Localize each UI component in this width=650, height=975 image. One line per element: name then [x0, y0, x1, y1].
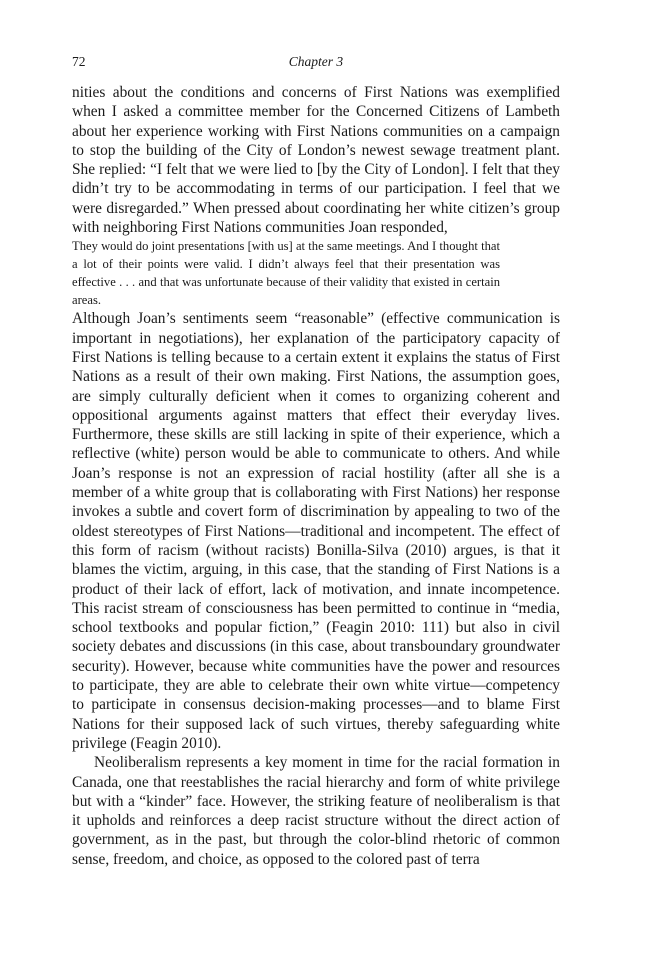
body-text: [72, 83, 560, 869]
block-quote: They would do joint presentations [with us] at the same meetings. And I thought that a lot of their points were valid. I didn’t always feel that their presentation was effective . . . and that was unfortunate because of their validity that existed in certain areas.: [72, 239, 500, 308]
page-number: 72: [72, 54, 86, 69]
running-head: [72, 54, 560, 72]
chapter-title: Chapter 3: [288, 54, 344, 69]
paragraph-neoliberalism: Neoliberalism represents a key moment in time for the racial formation in Canada, one that reestablishes the racial hierarchy and form of white privilege but with a “kinder” face. However, the striking feature of neoliberalism is that it upholds and reinforces a deep racist structure without the direct action of government, as in the past, but through the color-blind rhetoric of common sense, freedom, and choice, as opposed to the colored past of terra: [72, 754, 560, 868]
paragraph-analysis: Although Joan’s sentiments seem “reasonable” (effective communication is important in negotiations), her explanation of the participatory capacity of First Nations is telling because to a certain extent it explains the status of First Nations as a result of their own making. First Nations, the assumption goes, are simply culturally deficient when it comes to organizing coherent and oppositional arguments against matters that effect their everyday lives. Furthermore, these skills are still lacking in spite of their experience, which a reflective (white) person would be able to communicate to others. And while Joan’s response is not an expression of racial hostility (after all she is a member of a white group that is collaborating with First Nations) her response invokes a subtle and covert form of discrimination by appealing to two of the oldest stereotypes of First Nations—traditional and incompetent. The effect of this form of racism (without racists) Bonilla-Silva (2010) argues, is that it blames the victim, arguing, in this case, that the standing of First Nations is a product of their lack of effort, lack of motivation, and innate incompetence. This racist stream of consciousness has been permitted to continue in “media, school textbooks and popular fiction,” (Feagin 2010: 111) but also in civil society debates and discussions (in this case, about transboundary groundwater security). However, because white communities have the power and resources to participate, they are able to celebrate their own white virtue—competency to participate in consensus decision-making processes—and to blame First Nations for their supposed lack of such virtues, thereby safeguarding white privilege (Feagin 2010).: [72, 310, 560, 752]
paragraph-continued: nities about the conditions and concerns of First Nations was exemplified when I asked a committee member for the Concerned Citizens of Lambeth about her experience working with First Nations communities on a campaign to stop the building of the City of London’s newest sewage treatment plant. She replied: “I felt that we were lied to [by the City of London]. I felt that they didn’t try to be accommodating in terms of our participation. I feel that we were disregarded.” When pressed about coordinating her white citizen’s group with neighboring First Nations communities Joan responded,: [72, 84, 560, 237]
